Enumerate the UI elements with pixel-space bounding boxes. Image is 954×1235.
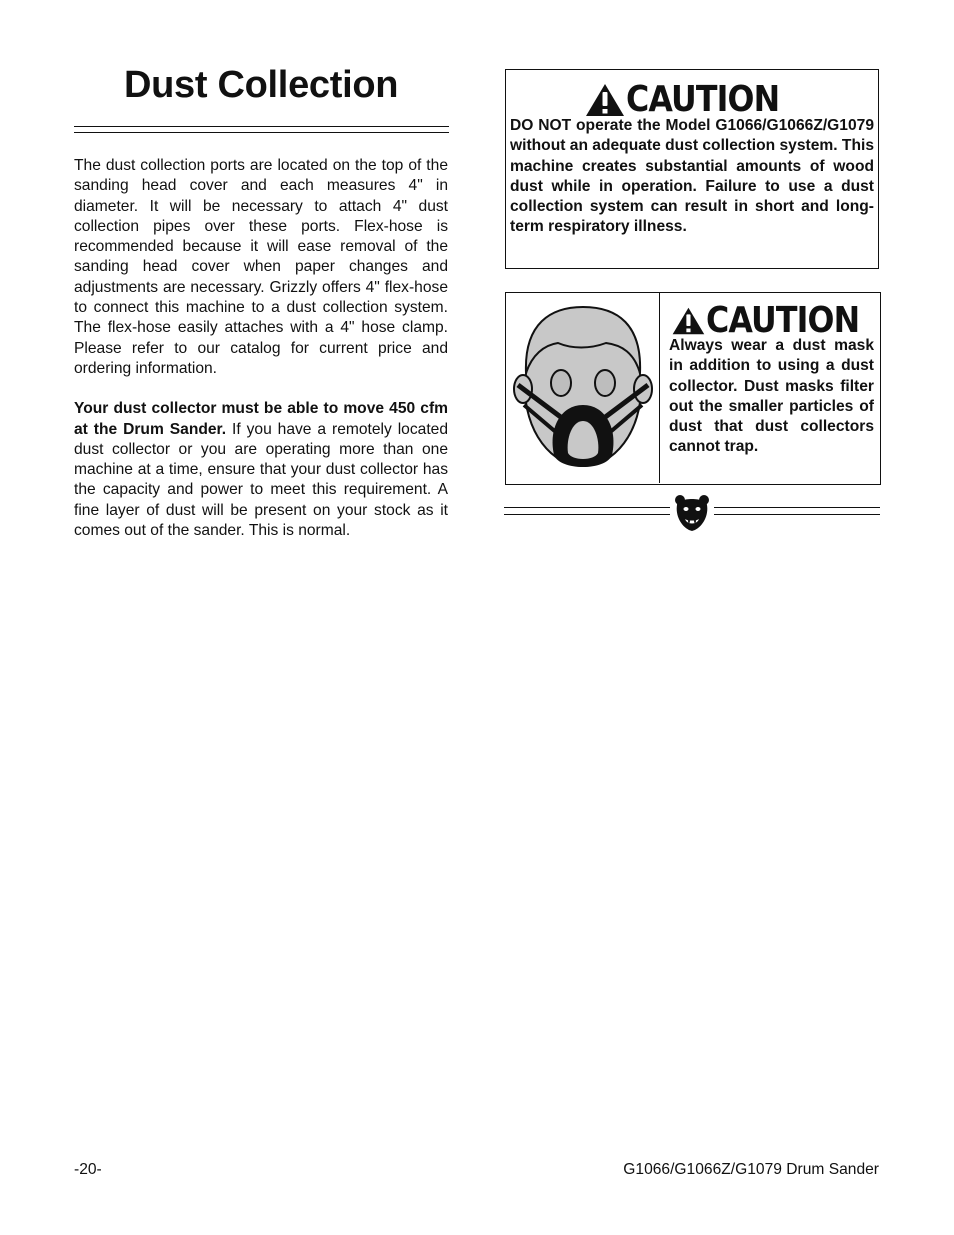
dust-mask-face-icon [506,293,659,483]
page-number: -20- [74,1161,102,1178]
dust-mask-illustration [506,293,660,483]
warning-triangle-icon [584,82,626,118]
caution-box-dust-collection [505,69,879,269]
end-divider-left [504,507,670,515]
body-text [74,156,448,561]
caution-label: CAUTION [625,79,780,120]
warning-triangle-icon [671,305,706,337]
caution-text: DO NOT operate the Model G1066/G1066Z/G1079 without an adequate dust collection system. This machine creates substantial amounts of wood dust while in operation. Failure to use a dust collection system can result in short and long-term respiratory illness. [510,117,874,236]
paragraph-cfm [74,399,448,541]
grizzly-bear-icon [673,493,711,533]
page-title: Dust Collection [124,64,399,106]
paragraph-cfm-rest: If you have a remotely located dust collector or you are operating more than one machine at a time, ensure that your dust collector has the capacity and power to meet this requirement. A fine layer of dust will be present on your stock as it comes out of the sander. This is normal. [74,420,449,540]
caution-label: CAUTION [705,300,860,341]
end-divider-right [714,507,880,515]
caution-box-dust-mask [505,292,881,485]
footer-doc-title: G1066/G1066Z/G1079 Drum Sander [623,1161,879,1178]
paragraph-ports: The dust collection ports are located on the top of the sanding head cover and each measures 4" in diameter. It will be necessary to attach 4" dust collection pipes over these ports. Flex-hose is recommended because it will ease removal of the sanding head cover when paper changes and adjustments are necessary. Grizzly offers 4" flex-hose to connect this machine to a dust collection system. The flex-hose easily attaches with a 4" hose clamp. Please refer to our catalog for current price and ordering information. [74,157,448,377]
title-divider [74,126,449,133]
cfm-requirement: Your dust collector must be able to move 450 cfm at the Drum Sander. [74,400,448,438]
caution-text: Always wear a dust mask in addition to using a dust collector. Dust masks filter out the smaller particles of dust that dust collectors cannot trap. [669,337,874,456]
caution-content [661,293,880,484]
